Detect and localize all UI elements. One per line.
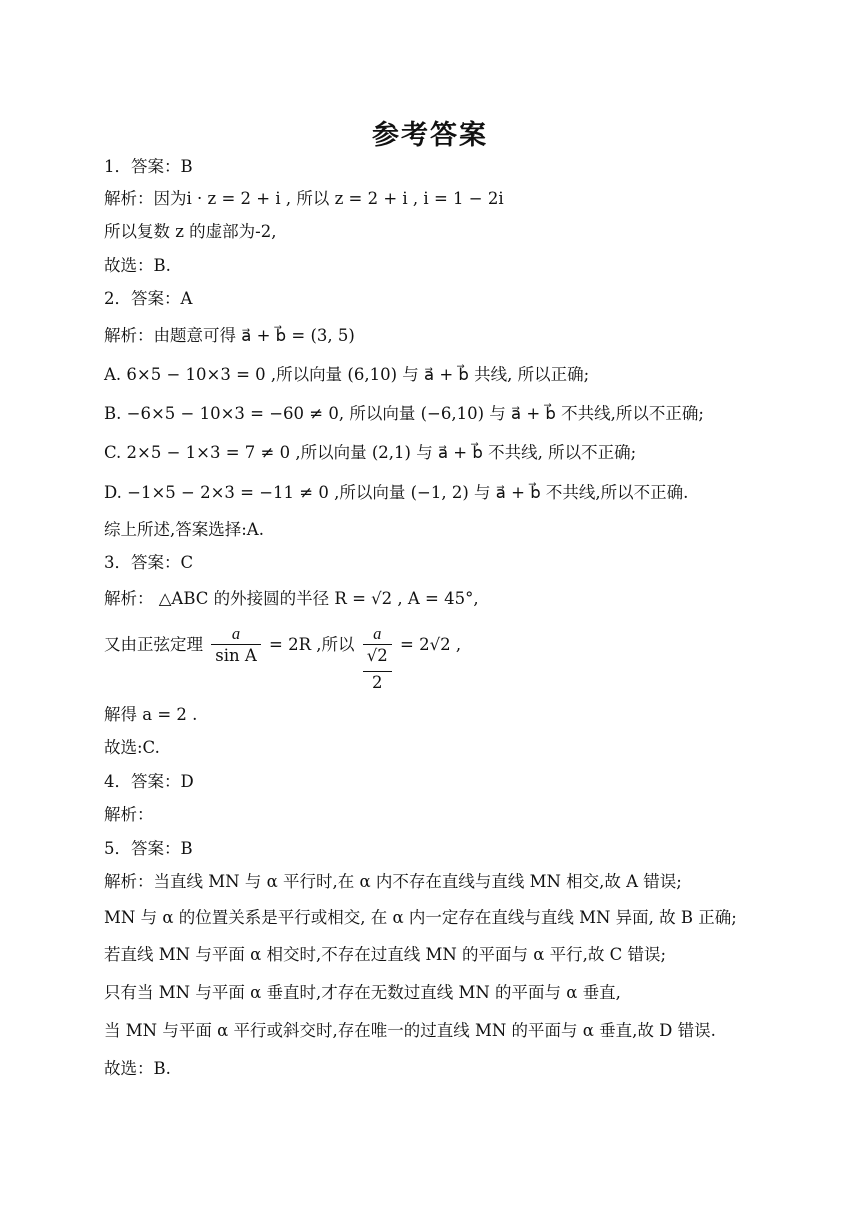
answer-2-option-a: A. 6×5 − 10×3 = 0 ,所以向量 (6,10) 与 a⃗ + b⃗ 共线, 所以正确; bbox=[104, 365, 590, 384]
sine-rule-eq1: = 2R ,所以 bbox=[269, 635, 355, 654]
answer-5-analysis-3: 若直线 MN 与平面 α 相交时,不存在过直线 MN 的平面与 α 平行,故 C 错误; bbox=[104, 945, 667, 964]
answer-5-heading: 5．答案：B bbox=[104, 839, 193, 858]
answer-3-heading: 3．答案：C bbox=[104, 553, 194, 572]
answer-2-option-b: B. −6×5 − 10×3 = −60 ≠ 0, 所以向量 (−6,10) 与 a⃗ + b⃗ 不共线,所以不正确; bbox=[104, 404, 704, 423]
answer-1-choice: 故选：B. bbox=[104, 256, 171, 275]
fraction-numerator: a bbox=[211, 624, 261, 645]
fraction-denominator-bottom: 2 bbox=[363, 671, 392, 694]
answer-3-analysis: 解析： △ABC 的外接圆的半径 R = √2 , A = 45°, bbox=[104, 589, 479, 608]
answer-3-choice: 故选:C. bbox=[104, 738, 160, 757]
answer-4-analysis: 解析： bbox=[104, 805, 154, 824]
fraction-a-over-sinA bbox=[211, 624, 261, 667]
answer-1-analysis-2: 所以复数 z 的虚部为-2, bbox=[104, 222, 277, 241]
fraction-a-over-root2-half bbox=[363, 624, 392, 694]
page-title: 参考答案 bbox=[372, 120, 488, 151]
answer-2-summary: 综上所述,答案选择:A. bbox=[104, 520, 264, 539]
fraction-denominator: sin A bbox=[215, 646, 257, 665]
answer-2-option-c: C. 2×5 − 1×3 = 7 ≠ 0 ,所以向量 (2,1) 与 a⃗ + b⃗ 不共线, 所以不正确; bbox=[104, 443, 637, 462]
answer-2-heading: 2．答案：A bbox=[104, 289, 193, 308]
fraction-numerator: a bbox=[363, 624, 392, 645]
answer-5-analysis-1: 解析：当直线 MN 与 α 平行时,在 α 内不存在直线与直线 MN 相交,故 A 错误; bbox=[104, 872, 682, 891]
answer-5-choice: 故选：B. bbox=[104, 1059, 171, 1078]
answer-3-result: 解得 a = 2 . bbox=[104, 705, 198, 724]
sine-rule-eq2: = 2√2 , bbox=[400, 635, 462, 654]
answer-4-heading: 4．答案：D bbox=[104, 772, 194, 791]
sine-rule-line bbox=[104, 624, 461, 694]
answer-5-analysis-2: MN 与 α 的位置关系是平行或相交, 在 α 内一定存在直线与直线 MN 异面, 故 B 正确; bbox=[104, 908, 737, 927]
answer-5-analysis-5: 当 MN 与平面 α 平行或斜交时,存在唯一的过直线 MN 的平面与 α 垂直,故 D 错误. bbox=[104, 1021, 716, 1040]
answer-1-analysis: 解析：因为i · z = 2 + i , 所以 z = 2 + i , i = 1 − 2i bbox=[104, 189, 504, 208]
answer-2-option-d: D. −1×5 − 2×3 = −11 ≠ 0 ,所以向量 (−1, 2) 与 a⃗ + b⃗ 不共线,所以不正确. bbox=[104, 483, 689, 502]
answer-2-analysis: 解析：由题意可得 a⃗ + b⃗ = (3, 5) bbox=[104, 326, 355, 345]
answer-5-analysis-4: 只有当 MN 与平面 α 垂直时,才存在无数过直线 MN 的平面与 α 垂直, bbox=[104, 983, 621, 1002]
fraction-denominator-top: √2 bbox=[366, 646, 388, 665]
answer-1-heading: 1．答案：B bbox=[104, 157, 193, 176]
sine-rule-prefix: 又由正弦定理 bbox=[104, 635, 203, 654]
